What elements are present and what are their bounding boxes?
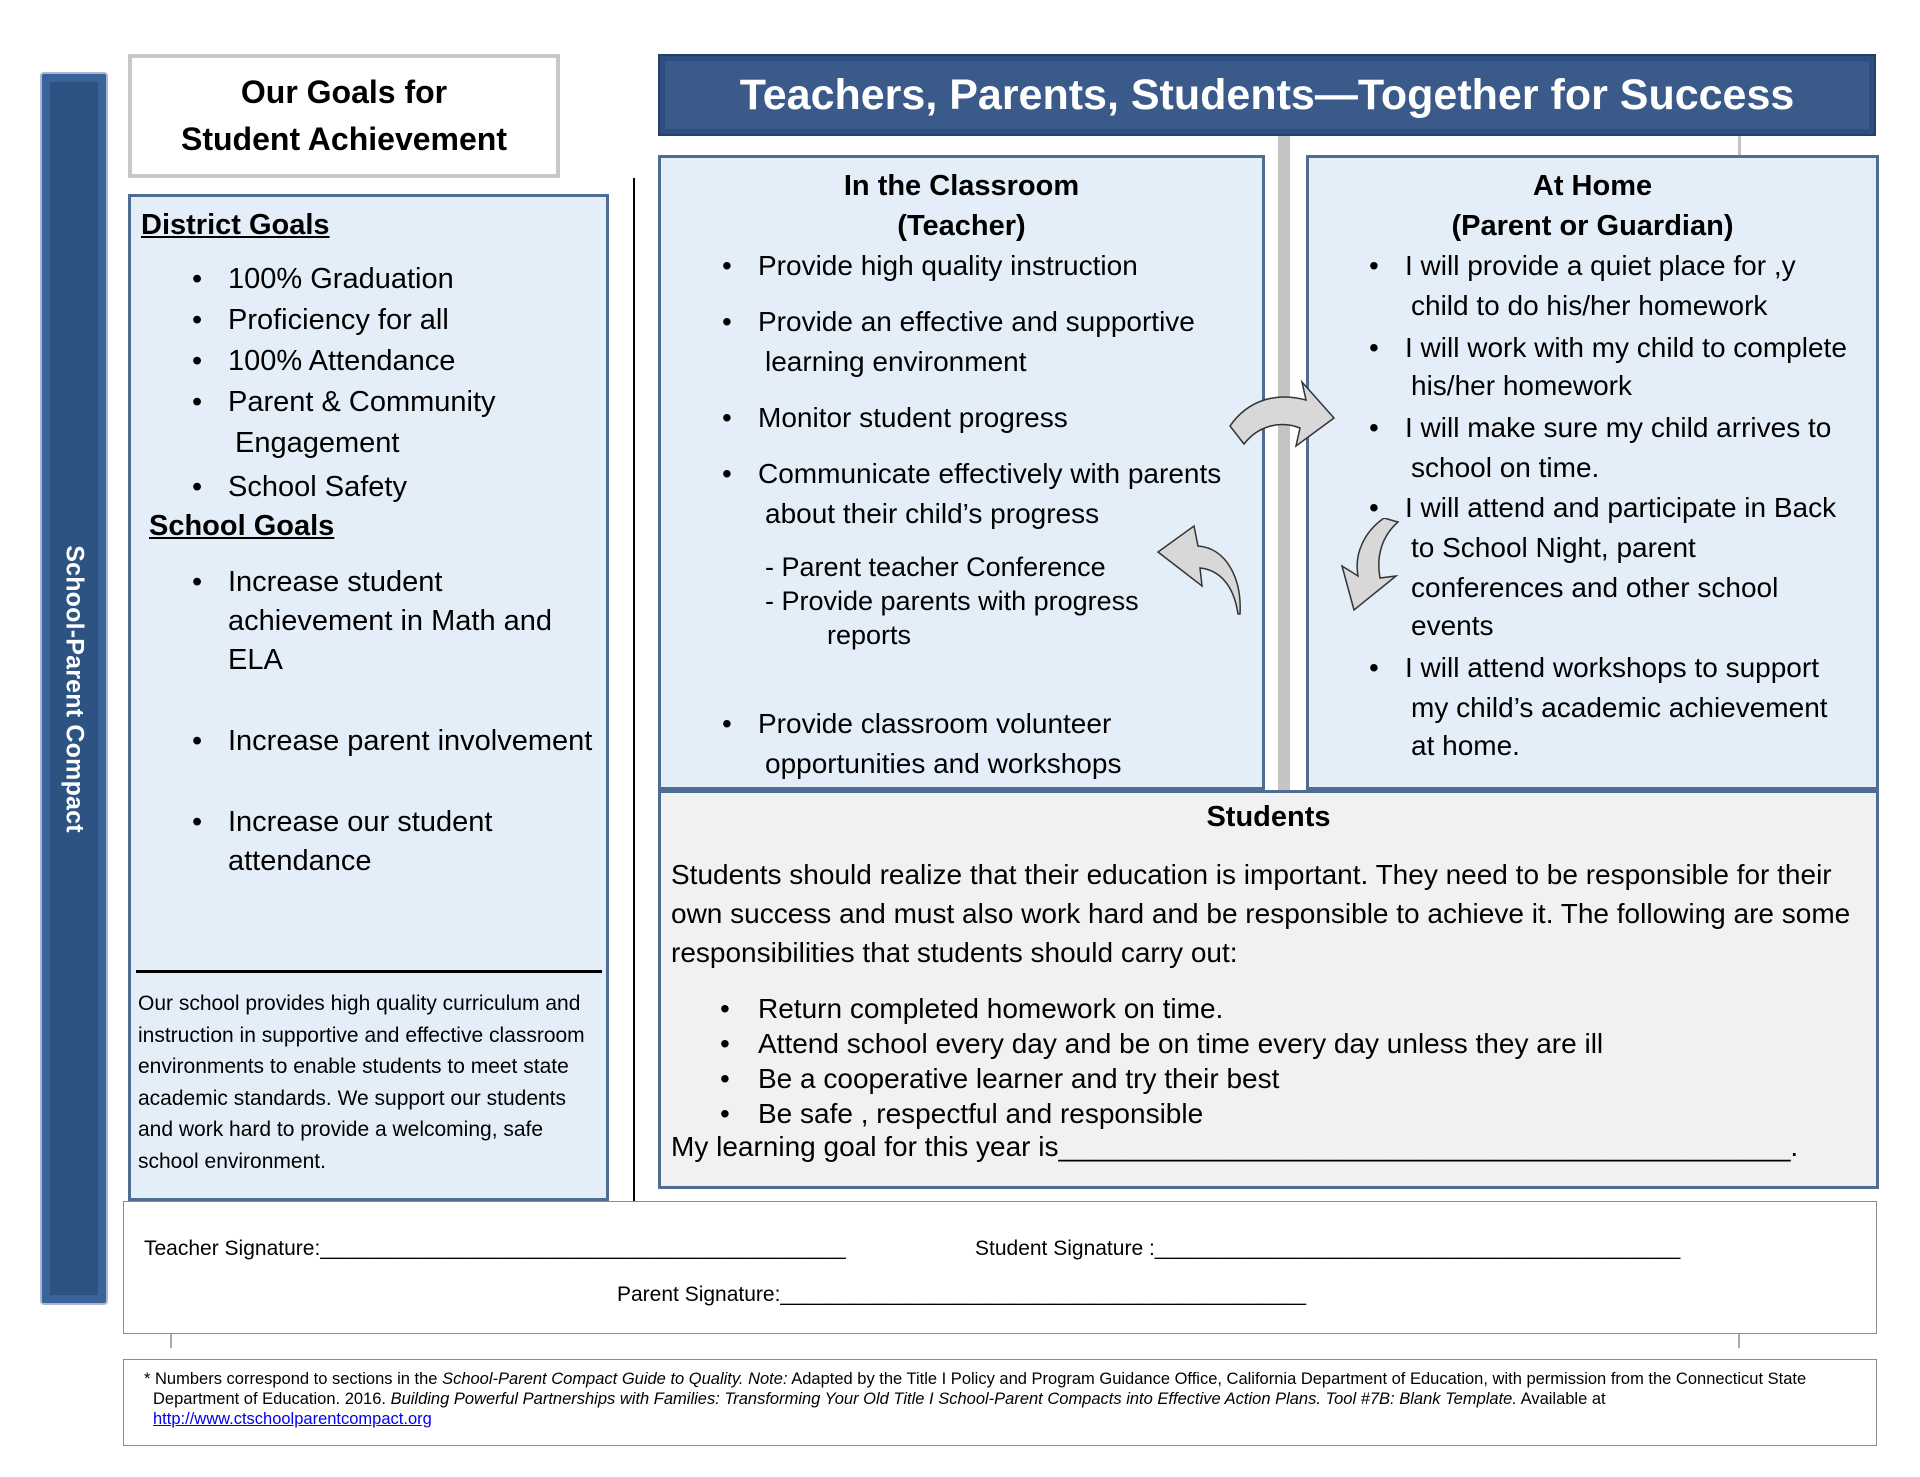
home-heading: At Home — [1532, 170, 1653, 202]
district-goals-heading: District Goals — [141, 209, 330, 241]
classroom-heading: In the Classroom — [843, 170, 1080, 202]
list-item: • Parent & Community — [228, 382, 496, 423]
arrow-down-icon — [1338, 518, 1404, 612]
learning-goal-line: My learning goal for this year is_______________________________________________. — [671, 1131, 1799, 1162]
classroom-item-cont: about their child’s progress — [765, 498, 1100, 529]
home-item-cont: events — [1411, 610, 1494, 641]
school-statement: Our school provides high quality curriculum and instruction in supportive and effective classroom environments to enable students to meet state academic standards. We support our students and work hard to provide a welcoming, safe school environment. — [138, 992, 585, 1173]
classroom-item: • Monitor student progress — [758, 398, 1068, 438]
list-item: • 100% Attendance — [228, 341, 496, 382]
footnote-text — [144, 1369, 1868, 1429]
classroom-subitem: - Parent teacher Conference — [765, 552, 1106, 582]
home-item: • I will make sure my child arrives to — [1405, 408, 1831, 448]
home-item-cont: conferences and other school — [1411, 572, 1779, 603]
classroom-item-cont: learning environment — [765, 346, 1027, 377]
goals-title-box — [128, 54, 560, 178]
classroom-subheading: (Teacher) — [897, 210, 1026, 242]
students-item: • Return completed homework on time. — [758, 991, 1223, 1026]
list-item: • School Safety — [228, 467, 407, 508]
student-signature-line[interactable]: Student Signature :_____________________________________________ — [975, 1237, 1681, 1260]
list-item: • Increase student — [228, 563, 442, 602]
goals-title-line1: Our Goals for — [240, 74, 448, 110]
list-item: • Increase our student — [228, 803, 492, 842]
footnote-italic: School-Parent Compact Guide to Quality. Note: — [442, 1370, 788, 1388]
classroom-subitem: - Provide parents with progress — [765, 586, 1139, 616]
home-item: • I will work with my child to complete — [1405, 328, 1847, 368]
school-goal-continuation: attendance — [228, 845, 372, 877]
school-goals-list — [228, 563, 442, 602]
arrow-to-home-icon — [1226, 378, 1338, 452]
compact-banner: Teachers, Parents, Students—Together for Success — [658, 54, 1876, 136]
students-intro: Students should realize that their education is important. They need to be responsible for their own success and must also work hard and be responsible to achieve it. The following are some responsibilities that students should carry out: — [671, 859, 1851, 968]
home-item-cont: to School Night, parent — [1411, 532, 1696, 563]
classroom-item: • Provide high quality instruction — [758, 246, 1138, 286]
students-item: • Be a cooperative learner and try their best — [758, 1061, 1279, 1096]
list-item: • 100% Graduation — [228, 259, 496, 300]
footnote-italic: Building Powerful Partnerships with Families: Transforming Your Old Title I School-Parent Compacts into Effective Action Plans. Tool #7B: Blank Template. — [390, 1390, 1517, 1408]
footnote-part: Available at — [1516, 1390, 1606, 1408]
district-goals-list — [228, 259, 496, 423]
home-item-cont: school on time. — [1411, 452, 1600, 483]
school-goal-continuation: ELA — [228, 644, 283, 676]
district-goal-continuation: Engagement — [235, 427, 400, 459]
teacher-signature-line[interactable]: Teacher Signature:_____________________________________________ — [144, 1237, 846, 1260]
side-banner — [40, 72, 108, 1305]
classroom-item: • Communicate effectively with parents — [758, 454, 1221, 494]
goals-title-line2: Student Achievement — [181, 121, 507, 157]
footnote-part: Adapted by the Title I Policy and Program Guidance Office, California Department of Education, with permission from the Connecticut State Department of Education. 2016. — [153, 1370, 1807, 1408]
students-heading: Students — [1206, 801, 1331, 833]
school-goals-list-2 — [228, 722, 592, 761]
vertical-divider — [633, 178, 635, 1201]
classroom-item: • Provide an effective and supportive — [758, 302, 1195, 342]
home-item-cont: his/her homework — [1411, 370, 1632, 401]
list-item: • Proficiency for all — [228, 300, 496, 341]
school-goals-heading: School Goals — [149, 510, 335, 542]
center-connector — [1278, 136, 1290, 790]
footnote-part: * Numbers correspond to sections in the — [144, 1370, 443, 1388]
students-item: • Be safe , respectful and responsible — [758, 1096, 1203, 1131]
footnote-box — [123, 1359, 1877, 1446]
students-item: • Attend school every day and be on time every day unless they are ill — [758, 1026, 1603, 1061]
classroom-item: • Provide classroom volunteer — [758, 704, 1111, 744]
classroom-panel — [658, 155, 1265, 790]
home-item-cont: my child’s academic achievement — [1411, 692, 1828, 723]
side-banner-label: School-Parent Compact — [60, 544, 89, 833]
school-goals-list-3 — [228, 803, 492, 842]
classroom-subitem: reports — [827, 620, 912, 650]
box-tick — [1738, 1334, 1740, 1348]
goals-divider — [136, 970, 602, 973]
home-panel — [1306, 155, 1879, 790]
school-goal-continuation: achievement in Math and — [228, 605, 553, 637]
parent-signature-line[interactable]: Parent Signature:_____________________________________________ — [617, 1283, 1307, 1306]
home-item: • I will attend workshops to support — [1405, 648, 1819, 688]
home-item: • I will attend and participate in Back — [1405, 488, 1836, 528]
list-item: • Increase parent involvement — [228, 722, 592, 761]
students-panel — [658, 790, 1879, 1189]
home-item: • I will provide a quiet place for ,y — [1405, 246, 1796, 286]
arrow-to-classroom-icon — [1154, 522, 1242, 618]
footnote-link[interactable]: http://www.ctschoolparentcompact.org — [153, 1410, 432, 1428]
box-tick — [170, 1334, 172, 1348]
classroom-item-cont: opportunities and workshops — [765, 748, 1122, 779]
signature-box — [123, 1201, 1877, 1334]
home-subheading: (Parent or Guardian) — [1451, 210, 1734, 242]
district-goals-list-cont — [228, 467, 407, 508]
home-item-cont: at home. — [1411, 730, 1520, 761]
home-item-cont: child to do his/her homework — [1411, 290, 1768, 321]
